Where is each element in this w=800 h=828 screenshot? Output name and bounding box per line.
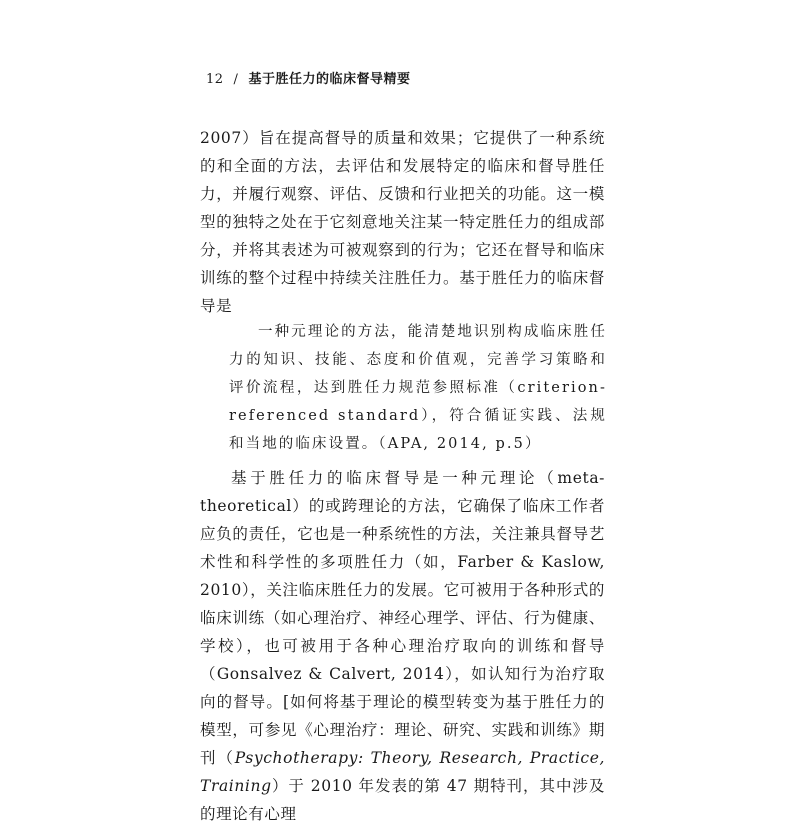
- paragraph-1: 2007）旨在提高督导的质量和效果；它提供了一种系统的和全面的方法，去评估和发展特定的临床和督导胜任力，并履行观察、评估、反馈和行业把关的功能。这一模型的独特之处在于它刻意地关注某一特定胜任力的组成部分，并将其表述为可被观察到的行为；它还在督导和临床训练的整个过程中持续关注胜任力。基于胜任力的临床督导是: [200, 129, 605, 315]
- header-separator: /: [233, 72, 239, 87]
- block-quote: 一种元理论的方法，能清楚地识别构成临床胜任力的知识、技能、态度和价值观，完善学习策略和评价流程，达到胜任力规范参照标准（criterion-referenced standard），符合循证实践、法规和当地的临床设置。（APA, 2014, p.5）: [229, 324, 607, 452]
- paragraph-2: [200, 464, 605, 828]
- journal-title: Psychotherapy: Theory, Research, Practice, Training: [200, 749, 605, 795]
- page-number: 12: [206, 72, 224, 87]
- book-title: 基于胜任力的临床督导精要: [248, 72, 411, 87]
- running-header: [206, 68, 410, 87]
- paragraph-2-text-after: ）于 2010 年发表的第 47 期特刊，其中涉及的理论有心理: [200, 777, 605, 823]
- paragraph-2-text-before: 基于胜任力的临床督导是一种元理论（meta-theoretical）的或跨理论的方法，它确保了临床工作者应负的责任，它也是一种系统性的方法，关注兼具督导艺术性和科学性的多项胜任力（如，Farber & Kaslow, 2010），关注临床胜任力的发展。它可被用于各种形式的临床训练（如心理治疗、神经心理学、评估、行为健康、学校），也可被用于各种心理治疗取向的训练和督导（Gonsalvez & Calvert, 2014），如认知行为治疗取向的督导。[如何将基于理论的模型转变为基于胜任力的模型，可参见《心理治疗：理论、研究、实践和训练》期刊（: [200, 469, 605, 767]
